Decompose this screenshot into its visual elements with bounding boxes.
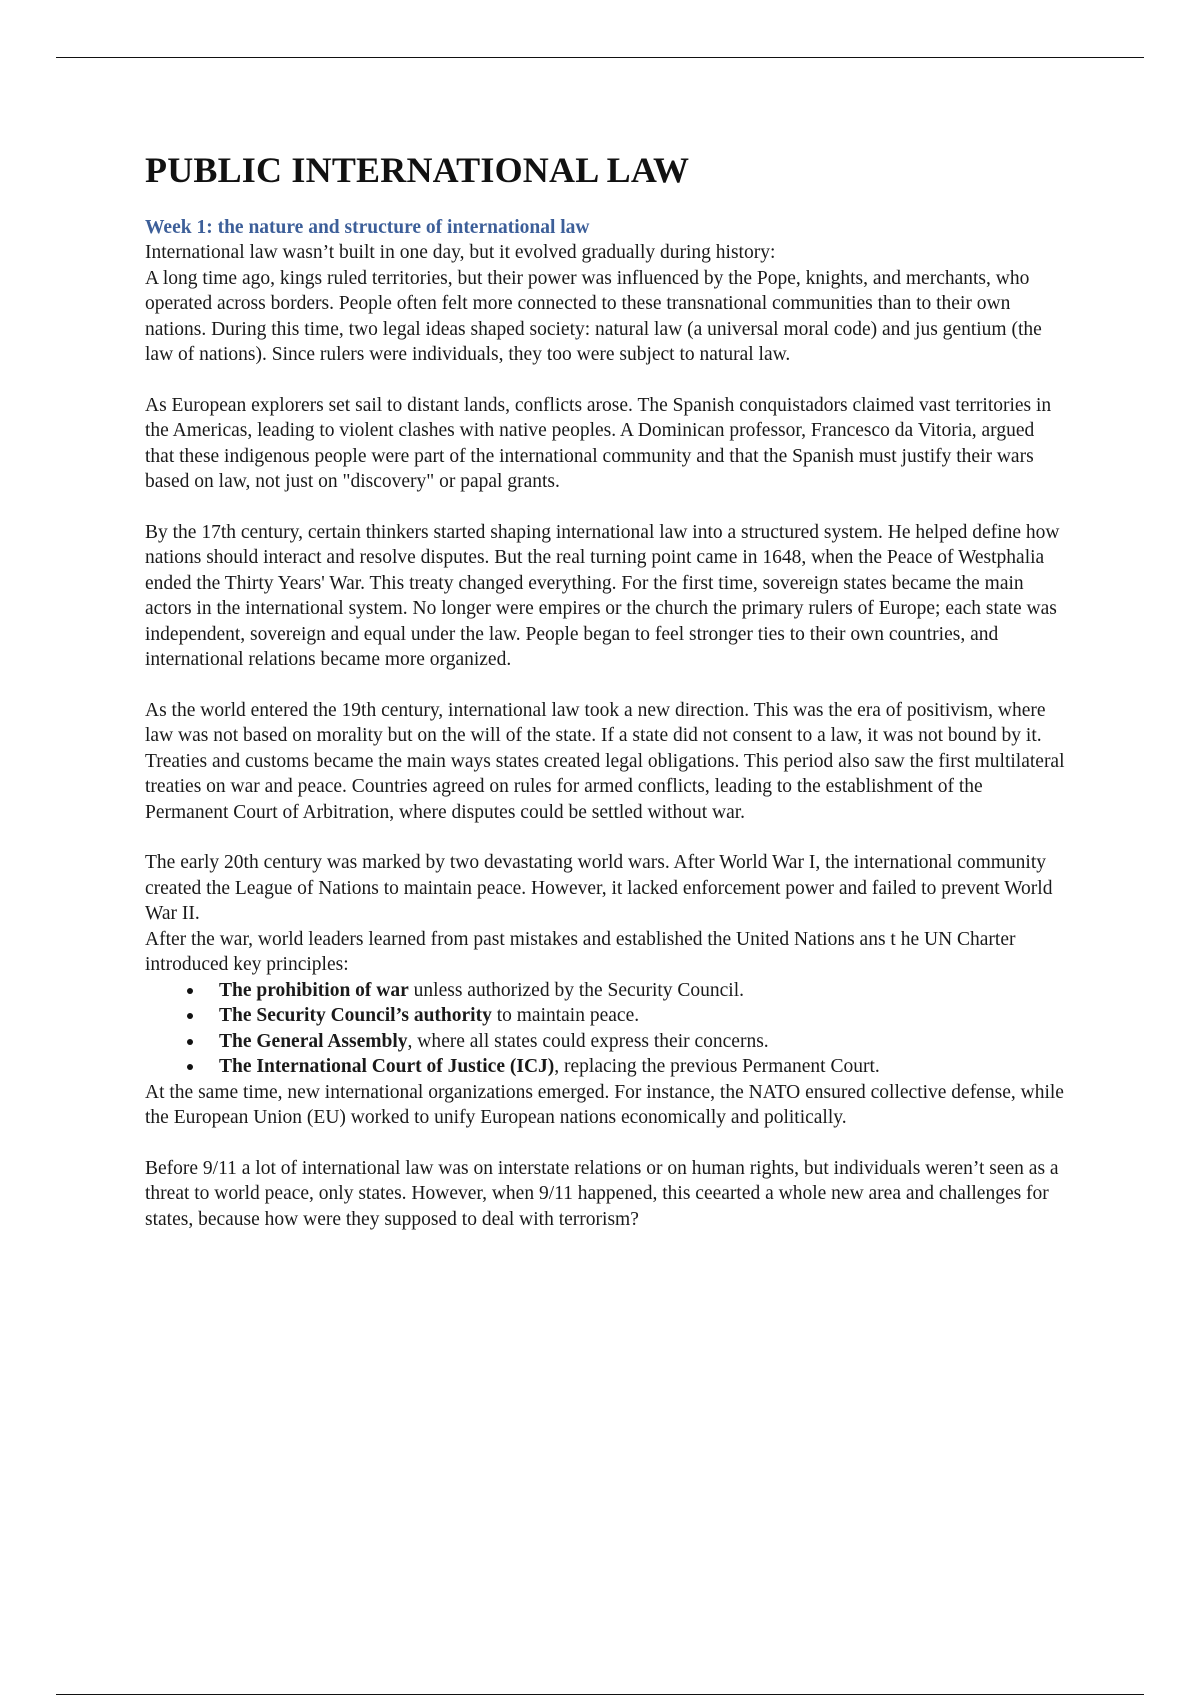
paragraph-2: As European explorers set sail to distant lands, conflicts arose. The Spanish conquistadors claimed vast territories in the Americas, leading to violent clashes with native peoples. A Dominican professor, Francesco da Vitoria, argued that these indigenous people were part of the international community and that the Spanish must justify their wars based on law, not just on "discovery" or papal grants. [145,394,1052,492]
list-item [185,978,1065,1004]
principle-desc: unless authorized by the Security Council. [408,979,745,1001]
paragraph-spacer [145,673,1065,698]
paragraph-spacer [145,1131,1065,1156]
paragraph-spacer [145,825,1065,850]
document-title: PUBLIC INTERNATIONAL LAW [145,150,690,190]
paragraph-spacer [145,368,1065,393]
intro-line: International law wasn’t built in one day, but it evolved gradually during history: [145,242,776,263]
paragraph-6: After the war, world leaders learned from past mistakes and established the United Nations ans t he UN Charter introduced key principles: [145,928,1016,975]
principle-desc: to maintain peace. [491,1005,640,1026]
paragraph-1: A long time ago, kings ruled territories, but their power was influenced by the Pope, knights, and merchants, who operated across borders. People often felt more connected to these transnational communities than to their own nations. During this time, two legal ideas shaped society: natural law (a universal moral code) and jus gentium (the law of nations). Since rulers were individuals, they too were subject to natural law. [145,267,1042,365]
principle-term: The Security Council’s authority [219,1005,492,1026]
paragraph-3: By the 17th century, certain thinkers started shaping international law into a structured system. He helped define how nations should interact and resolve disputes. But the real turning point came in 1648, when the Peace of Westphalia ended the Thirty Years' War. This treaty changed everything. For the first time, sovereign states became the main actors in the international system. No longer were empires or the church the primary rulers of Europe; each state was independent, sovereign and equal under the law. People began to feel stronger ties to their own countries, and international relations became more organized. [145,521,1060,670]
paragraph-7: At the same time, new international organizations emerged. For instance, the NATO ensured collective defense, while the European Union (EU) worked to unify European nations economically and politically. [145,1081,1064,1128]
body-text [145,240,1065,1232]
principles-list [145,978,1065,1080]
bottom-rule [56,1694,1144,1695]
paragraph-4: As the world entered the 19th century, international law took a new direction. This was the era of positivism, where law was not based on morality but on the will of the state. If a state did not consent to a law, it was not bound by it. Treaties and customs became the main ways states created legal obligations. This period also saw the first multilateral treaties on war and peace. Countries agreed on rules for armed conflicts, leading to the establishment of the Permanent Court of Arbitration, where disputes could be settled without war. [145,699,1065,823]
principle-term: The prohibition of war [219,979,409,1001]
list-item [185,1054,1065,1080]
principle-term: The International Court of Justice (ICJ) [219,1056,555,1077]
section-heading: Week 1: the nature and structure of international law [145,217,590,238]
paragraph-8: Before 9/11 a lot of international law was on interstate relations or on human rights, but individuals weren’t seen as a threat to world peace, only states. However, when 9/11 happened, this ceearted a whole new area and challenges for states, because how were they supposed to deal with terrorism? [145,1157,1059,1230]
paragraph-5: The early 20th century was marked by two devastating world wars. After World War I, the international community created the League of Nations to maintain peace. However, it lacked enforcement power and failed to prevent World War II. [145,852,1053,924]
paragraph-spacer [145,495,1065,520]
list-item [185,1029,1065,1055]
top-rule [56,57,1144,58]
principle-desc: , where all states could express their concerns. [407,1030,769,1052]
list-item [185,1003,1065,1029]
document-body [145,148,1065,1232]
principle-desc: , replacing the previous Permanent Court. [554,1056,880,1077]
principle-term: The General Assembly [219,1030,408,1052]
